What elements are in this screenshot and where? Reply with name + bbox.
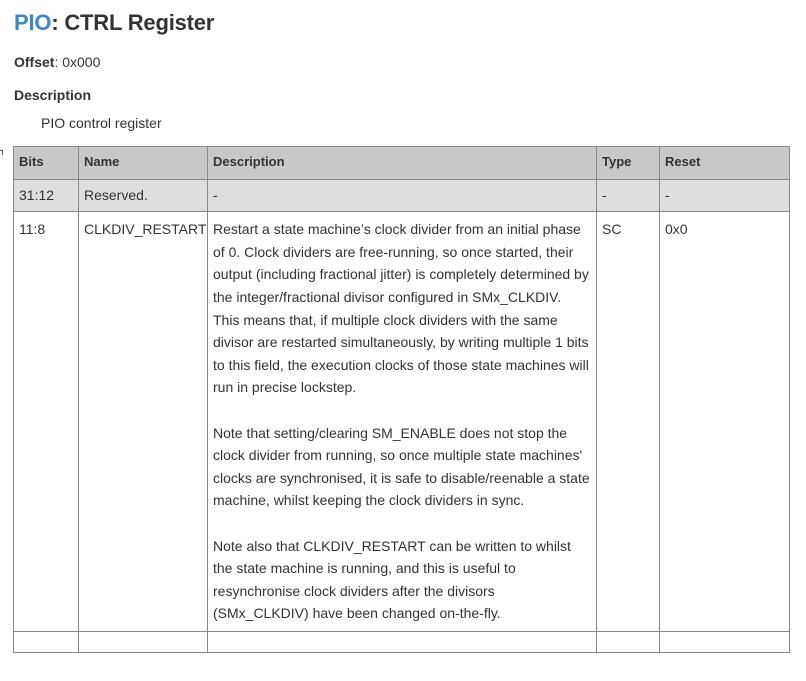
table-header-row (14, 147, 790, 180)
margin-marker (0, 150, 3, 155)
description-paragraph: Restart a state machine’s clock divider from an initial phase of 0. Clock dividers are free-running, so once started, their output (including fractional jitter) is completely determined by the integer/fractional divisor configured in SMx_CLKDIV. This means that, if multiple clock dividers with the same divisor are restarted simultaneously, by writing multiple 1 bits to this field, the execution clocks of those state machines will run in precise lockstep. (213, 221, 589, 396)
register-fields-table (13, 146, 790, 653)
register-name: CTRL Register (64, 10, 215, 35)
offset-separator: : (54, 54, 63, 70)
offset-label: Offset (14, 54, 55, 70)
cell-bits: 11:8 (14, 212, 79, 632)
description-text: PIO control register (41, 115, 162, 131)
offset-value: 0x000 (62, 54, 101, 70)
table-row-clkdiv-restart (14, 212, 790, 632)
cell-reset: 0x0 (660, 212, 790, 632)
column-header-name: Name (79, 147, 208, 180)
title-separator: : (51, 10, 65, 35)
cell-type: SC (597, 212, 660, 632)
table-row-next-partial (14, 631, 790, 652)
cell-type: - (597, 179, 660, 212)
table-row-reserved (14, 179, 790, 212)
cell-reset: - (660, 179, 790, 212)
cell-name: CLKDIV_RESTART (79, 212, 208, 632)
page-title (14, 8, 214, 38)
column-header-type: Type (597, 147, 660, 180)
cell-bits: 31:12 (14, 179, 79, 212)
cell-empty (597, 631, 660, 652)
peripheral-link[interactable]: PIO (14, 10, 52, 35)
cell-description (208, 212, 597, 632)
column-header-description: Description (208, 147, 597, 180)
description-heading: Description (14, 87, 92, 103)
cell-description (208, 179, 597, 212)
register-offset (14, 52, 100, 72)
cell-empty (660, 631, 790, 652)
cell-empty (208, 631, 597, 652)
column-header-bits: Bits (14, 147, 79, 180)
description-paragraph: Note also that CLKDIV_RESTART can be written to whilst the state machine is running, and this is useful to resynchronise clock dividers after the divisors (SMx_CLKDIV) have been changed on-the-fly. (213, 537, 571, 622)
description-paragraph: Note that setting/clearing SM_ENABLE does not stop the clock divider from running, so once multiple state machines' clocks are synchronised, it is safe to disable/reenable a state machine, whilst keeping the clock dividers in sync. (213, 424, 590, 509)
description-paragraph: - (213, 186, 218, 203)
cell-empty (14, 631, 79, 652)
cell-empty (79, 631, 208, 652)
column-header-reset: Reset (660, 147, 790, 180)
cell-name: Reserved. (79, 179, 208, 212)
